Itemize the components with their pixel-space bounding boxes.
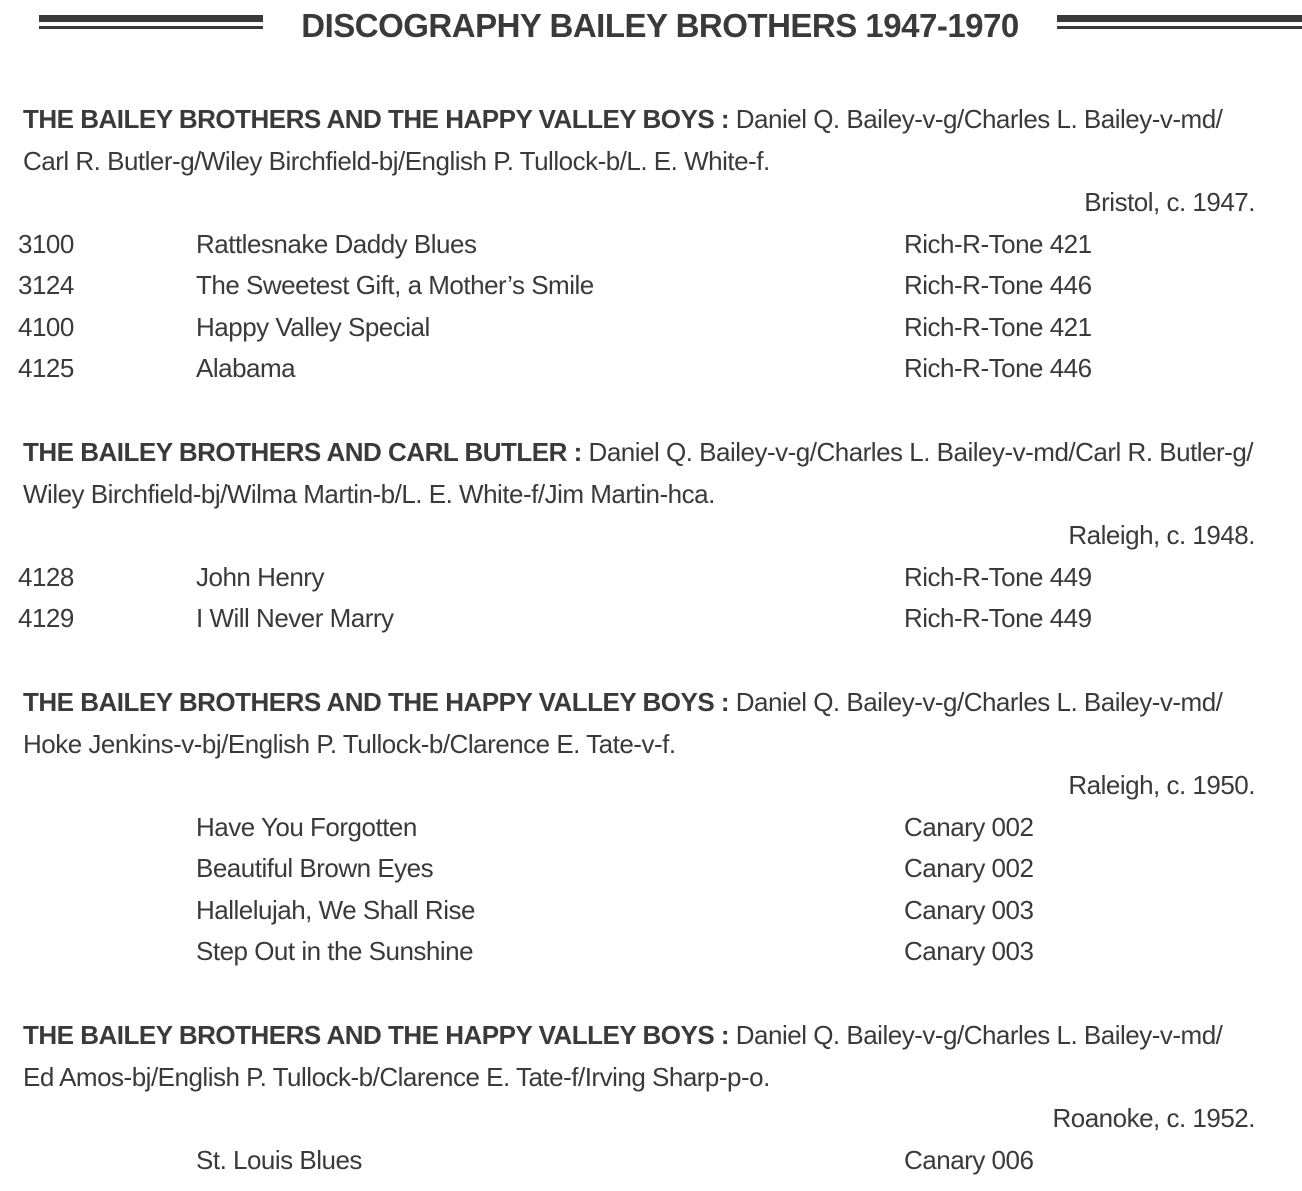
session-personnel: Daniel Q. Bailey-v-g/Charles L. Bailey-v-md/ xyxy=(729,104,1223,134)
track-label: Rich-R-Tone 449 xyxy=(904,603,1092,633)
track-row xyxy=(0,852,1302,884)
track-title: Have You Forgotten xyxy=(196,812,417,842)
session-group: THE BAILEY BROTHERS AND THE HAPPY VALLEY BOYS : xyxy=(23,1020,730,1050)
track-label: Canary 002 xyxy=(904,853,1034,883)
track-title: St. Louis Blues xyxy=(196,1145,362,1175)
track-label: Canary 002 xyxy=(904,812,1034,842)
session-location: Roanoke, c. 1952. xyxy=(1052,1103,1255,1133)
track-row xyxy=(0,935,1302,967)
track-matrix: 4129 xyxy=(18,603,74,633)
session-personnel: Daniel Q. Bailey-v-g/Charles L. Bailey-v-md/ xyxy=(729,687,1223,717)
session-personnel-continued: Ed Amos-bj/English P. Tullock-b/Clarence E. Tate-f/Irving Sharp-p-o. xyxy=(23,1062,770,1092)
track-label: Canary 006 xyxy=(904,1145,1034,1175)
track-matrix: 4100 xyxy=(18,312,74,342)
title-rule-left xyxy=(39,15,263,33)
track-row xyxy=(0,561,1302,593)
track-row xyxy=(0,228,1302,260)
session-personnel-continued: Carl R. Butler-g/Wiley Birchfield-bj/English P. Tullock-b/L. E. White-f. xyxy=(23,146,770,176)
session-personnel: Daniel Q. Bailey-v-g/Charles L. Bailey-v-md/ xyxy=(729,1020,1223,1050)
track-matrix: 3124 xyxy=(18,270,74,300)
session-group: THE BAILEY BROTHERS AND THE HAPPY VALLEY BOYS : xyxy=(23,104,730,134)
session-group: THE BAILEY BROTHERS AND THE HAPPY VALLEY BOYS : xyxy=(23,687,730,717)
session-header xyxy=(23,1019,1222,1051)
track-row xyxy=(0,1144,1302,1176)
session-header xyxy=(23,436,1253,468)
track-title: Hallelujah, We Shall Rise xyxy=(196,895,475,925)
track-title: Beautiful Brown Eyes xyxy=(196,853,434,883)
session-header xyxy=(23,686,1222,718)
session-group: THE BAILEY BROTHERS AND CARL BUTLER : xyxy=(23,437,582,467)
track-label: Rich-R-Tone 421 xyxy=(904,229,1092,259)
page-title: DISCOGRAPHY BAILEY BROTHERS 1947-1970 xyxy=(301,7,1019,44)
track-row xyxy=(0,311,1302,343)
track-row xyxy=(0,352,1302,384)
track-title: The Sweetest Gift, a Mother’s Smile xyxy=(196,270,594,300)
track-label: Rich-R-Tone 446 xyxy=(904,353,1092,383)
track-matrix: 4128 xyxy=(18,562,74,592)
track-label: Canary 003 xyxy=(904,895,1034,925)
session-location: Raleigh, c. 1948. xyxy=(1068,520,1255,550)
track-title: Alabama xyxy=(196,353,296,383)
track-title: John Henry xyxy=(196,562,324,592)
track-title: I Will Never Marry xyxy=(196,603,394,633)
track-label: Rich-R-Tone 449 xyxy=(904,562,1092,592)
track-label: Rich-R-Tone 421 xyxy=(904,312,1092,342)
track-title: Rattlesnake Daddy Blues xyxy=(196,229,477,259)
track-row xyxy=(0,602,1302,634)
session-location: Bristol, c. 1947. xyxy=(1084,187,1255,217)
title-rule-right xyxy=(1057,15,1302,33)
track-matrix: 3100 xyxy=(18,229,74,259)
session-location: Raleigh, c. 1950. xyxy=(1068,770,1255,800)
track-row xyxy=(0,269,1302,301)
track-title: Happy Valley Special xyxy=(196,312,430,342)
track-row xyxy=(0,811,1302,843)
session-personnel-continued: Wiley Birchfield-bj/Wilma Martin-b/L. E. White-f/Jim Martin-hca. xyxy=(23,479,715,509)
track-label: Rich-R-Tone 446 xyxy=(904,270,1092,300)
session-header xyxy=(23,103,1222,135)
track-matrix: 4125 xyxy=(18,353,74,383)
session-personnel: Daniel Q. Bailey-v-g/Charles L. Bailey-v-md/Carl R. Butler-g/ xyxy=(581,437,1254,467)
track-title: Step Out in the Sunshine xyxy=(196,936,474,966)
track-label: Canary 003 xyxy=(904,936,1034,966)
session-personnel-continued: Hoke Jenkins-v-bj/English P. Tullock-b/Clarence E. Tate-v-f. xyxy=(23,729,676,759)
track-row xyxy=(0,894,1302,926)
